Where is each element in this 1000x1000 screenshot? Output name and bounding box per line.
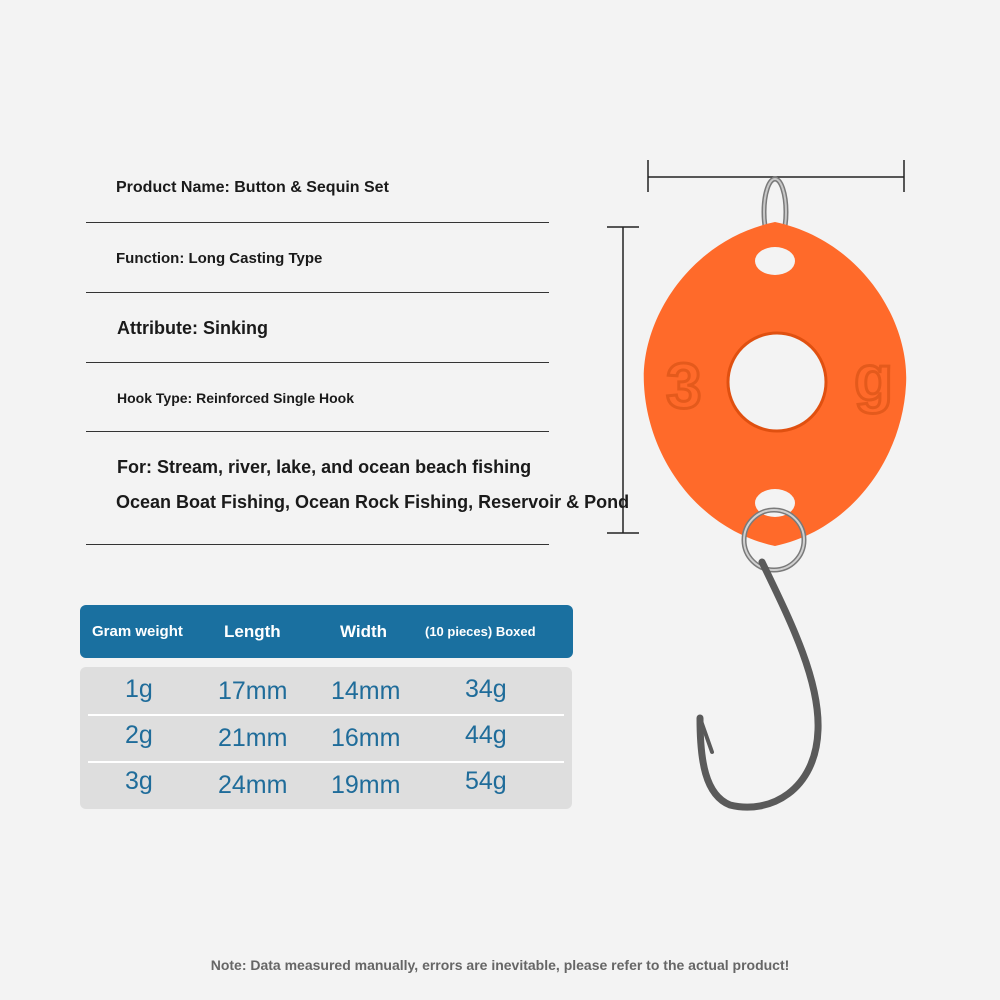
lure-marking-right: g [854, 342, 894, 414]
divider [86, 292, 549, 293]
divider [86, 544, 549, 545]
cell-boxed: 54g [465, 767, 507, 795]
header-length: Length [224, 622, 281, 641]
header-boxed-weight: (10 pieces) Boxed [425, 624, 536, 639]
cell-width: 16mm [331, 724, 401, 752]
spec-usage-line-1: For: Stream, river, lake, and ocean beach fishing [117, 457, 532, 477]
header-width: Width [340, 622, 388, 641]
cell-width: 14mm [331, 677, 401, 705]
spec-attribute: Attribute: Sinking [117, 318, 268, 338]
lure-product-image [600, 150, 930, 830]
cell-boxed: 34g [465, 675, 507, 703]
height-dimension-line [607, 227, 639, 533]
cell-gram: 1g [125, 675, 153, 703]
sequin-lure-body [644, 222, 906, 546]
spec-product-name: Product Name: Button & Sequin Set [116, 179, 389, 196]
header-gram-weight: Gram weight [92, 623, 183, 640]
cell-width: 19mm [331, 771, 401, 799]
single-hook [700, 562, 818, 807]
table-body [80, 667, 572, 809]
table-header [80, 605, 573, 658]
spec-function: Function: Long Casting Type [116, 250, 323, 267]
lure-marking-left: 3 [666, 350, 702, 422]
cell-gram: 2g [125, 721, 153, 749]
spec-usage-line-2: Ocean Boat Fishing, Ocean Rock Fishing, Reservoir & Pond [116, 492, 630, 512]
divider [86, 222, 549, 223]
divider [86, 362, 549, 363]
row-divider [88, 714, 564, 716]
spec-hook-type: Hook Type: Reinforced Single Hook [117, 390, 354, 406]
cell-boxed: 44g [465, 721, 507, 749]
divider [86, 431, 549, 432]
row-divider [88, 761, 564, 763]
cell-length: 17mm [218, 677, 288, 705]
width-dimension-line [648, 160, 904, 192]
cell-length: 24mm [218, 771, 288, 799]
cell-gram: 3g [125, 767, 153, 795]
cell-length: 21mm [218, 724, 288, 752]
disclaimer-note: Note: Data measured manually, errors are inevitable, please refer to the actual product! [210, 957, 790, 973]
